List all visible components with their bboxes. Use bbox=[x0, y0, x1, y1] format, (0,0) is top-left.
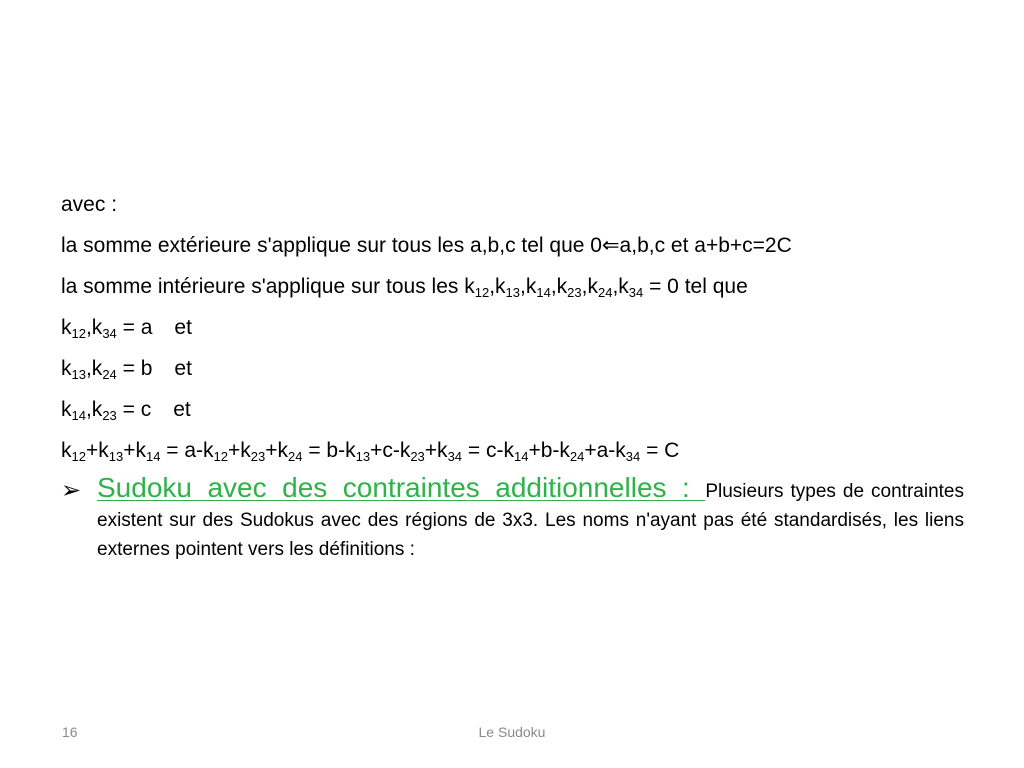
additional-constraints-link[interactable]: Sudoku avec des contraintes additionnelles : bbox=[97, 472, 706, 503]
constraints-bullet bbox=[61, 471, 964, 564]
exterior-sum-line: la somme extérieure s'applique sur tous les a,b,c tel que 0⇐a,b,c et a+b+c=2C bbox=[61, 234, 792, 257]
interior-sum-prefix: la somme intérieure s'applique sur tous les k bbox=[61, 275, 475, 298]
bullet-body bbox=[97, 471, 964, 564]
slide-number: 16 bbox=[62, 724, 78, 740]
slide-content bbox=[61, 184, 964, 564]
sum-equation-line: $k_{12}+k_{13}+k_{14} = a-k_{12}+k_{23}+k_{24} = b-k_{13}+c-k_{23}+k_{34} = c-k_{14}+b-k_{24}+a-k_{34} = C$ bbox=[61, 439, 680, 464]
footer-title: Le Sudoku bbox=[478, 724, 546, 740]
avec-line: avec : bbox=[61, 193, 118, 216]
equation-c-line: $k_{14},k_{23} = c$ et bbox=[61, 398, 191, 423]
bullet-description: Plusieurs types de contraintes existent sur des Sudokus avec des régions de 3x3. Les noms n'ayant pas été standardisés, les liens externes pointent vers les définitions : bbox=[97, 481, 964, 560]
equation-b-line: $k_{13},k_{24} = b$ et bbox=[61, 357, 192, 382]
arrow-bullet-icon: ➢ bbox=[61, 477, 82, 504]
equation-a-line: $k_{12},k_{34} = a$ et bbox=[61, 316, 192, 341]
interior-sum-suffix: = 0 tel que bbox=[643, 275, 748, 298]
interior-sum-line: la somme intérieure s'applique sur tous les $k_{12},k_{13},k_{14},k_{23},k_{24},k_{34} = 0$ tel que bbox=[61, 275, 748, 300]
